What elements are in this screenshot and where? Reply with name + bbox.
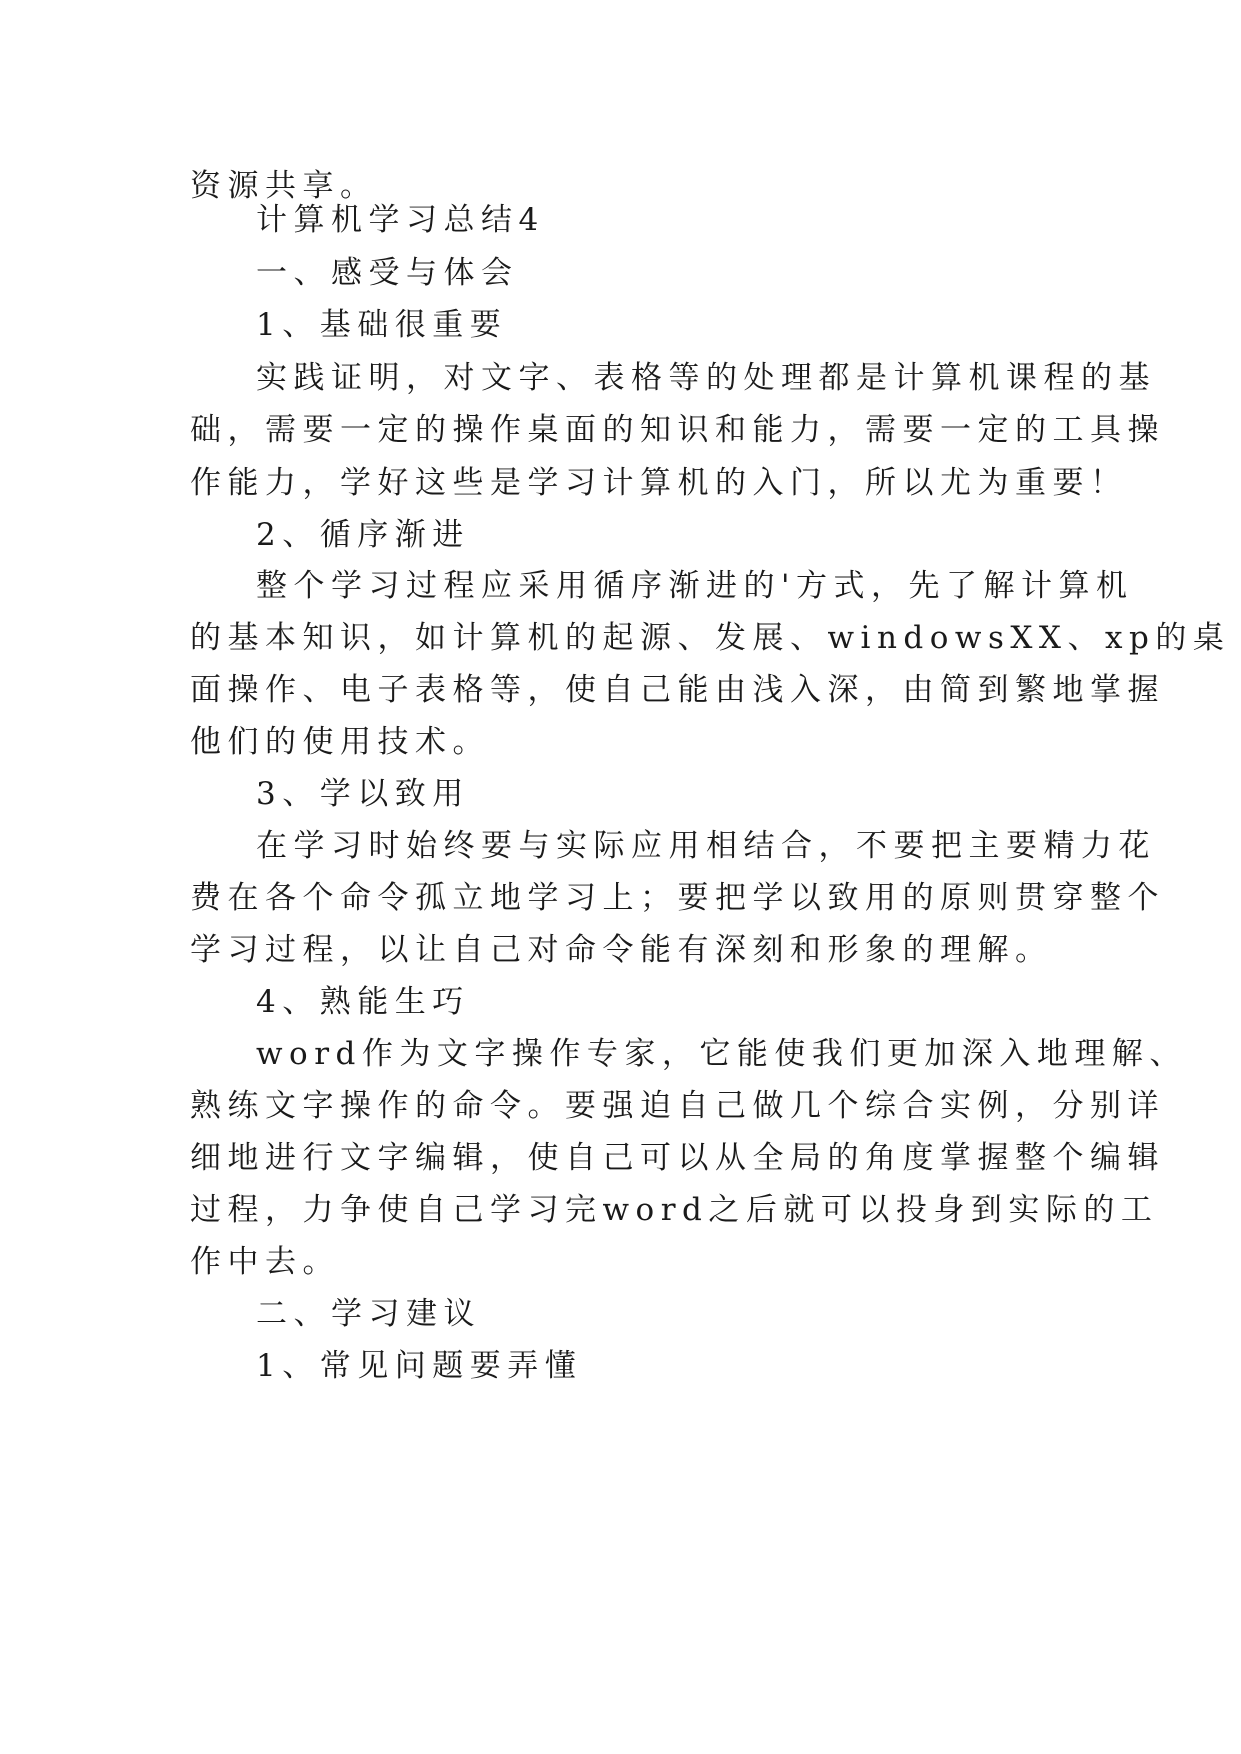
paragraph-line: word作为文字操作专家，它能使我们更加深入地理解、 (256, 1036, 1187, 1072)
paragraph-line: 他们的使用技术。 (190, 724, 490, 760)
paragraph-line: 整个学习过程应采用循序渐进的'方式，先了解计算机 (256, 568, 1134, 604)
paragraph-line: 熟练文字操作的命令。要强迫自己做几个综合实例，分别详 (190, 1088, 1165, 1124)
paragraph-line: 的基本知识，如计算机的起源、发展、windowsXX、xp的桌 (190, 620, 1231, 656)
heading-level-1: 一、感受与体会 (256, 255, 519, 291)
paragraph-line: 细地进行文字编辑，使自己可以从全局的角度掌握整个编辑 (190, 1140, 1165, 1176)
paragraph-line: 实践证明，对文字、表格等的处理都是计算机课程的基 (256, 360, 1156, 396)
heading-level-2: 3、学以致用 (256, 776, 470, 812)
paragraph-line: 资源共享。 (190, 168, 378, 204)
paragraph-line: 础，需要一定的操作桌面的知识和能力，需要一定的工具操 (190, 412, 1165, 448)
heading-level-2: 1、基础很重要 (256, 307, 508, 343)
paragraph-line: 在学习时始终要与实际应用相结合，不要把主要精力花 (256, 828, 1156, 864)
paragraph-line: 费在各个命令孤立地学习上；要把学以致用的原则贯穿整个 (190, 880, 1165, 916)
heading-level-2: 1、常见问题要弄懂 (256, 1348, 583, 1384)
paragraph-line: 作能力，学好这些是学习计算机的入门，所以尤为重要！ (190, 465, 1128, 501)
heading-level-2: 2、循序渐进 (256, 517, 470, 553)
paragraph-line: 作中去。 (190, 1244, 340, 1280)
heading-level-1: 二、学习建议 (256, 1296, 481, 1332)
paragraph-line: 学习过程，以让自己对命令能有深刻和形象的理解。 (190, 932, 1053, 968)
section-title: 计算机学习总结4 (256, 202, 545, 238)
paragraph-line: 过程，力争使自己学习完word之后就可以投身到实际的工 (190, 1192, 1159, 1228)
paragraph-line: 面操作、电子表格等，使自己能由浅入深，由简到繁地掌握 (190, 672, 1165, 708)
heading-level-2: 4、熟能生巧 (256, 984, 470, 1020)
